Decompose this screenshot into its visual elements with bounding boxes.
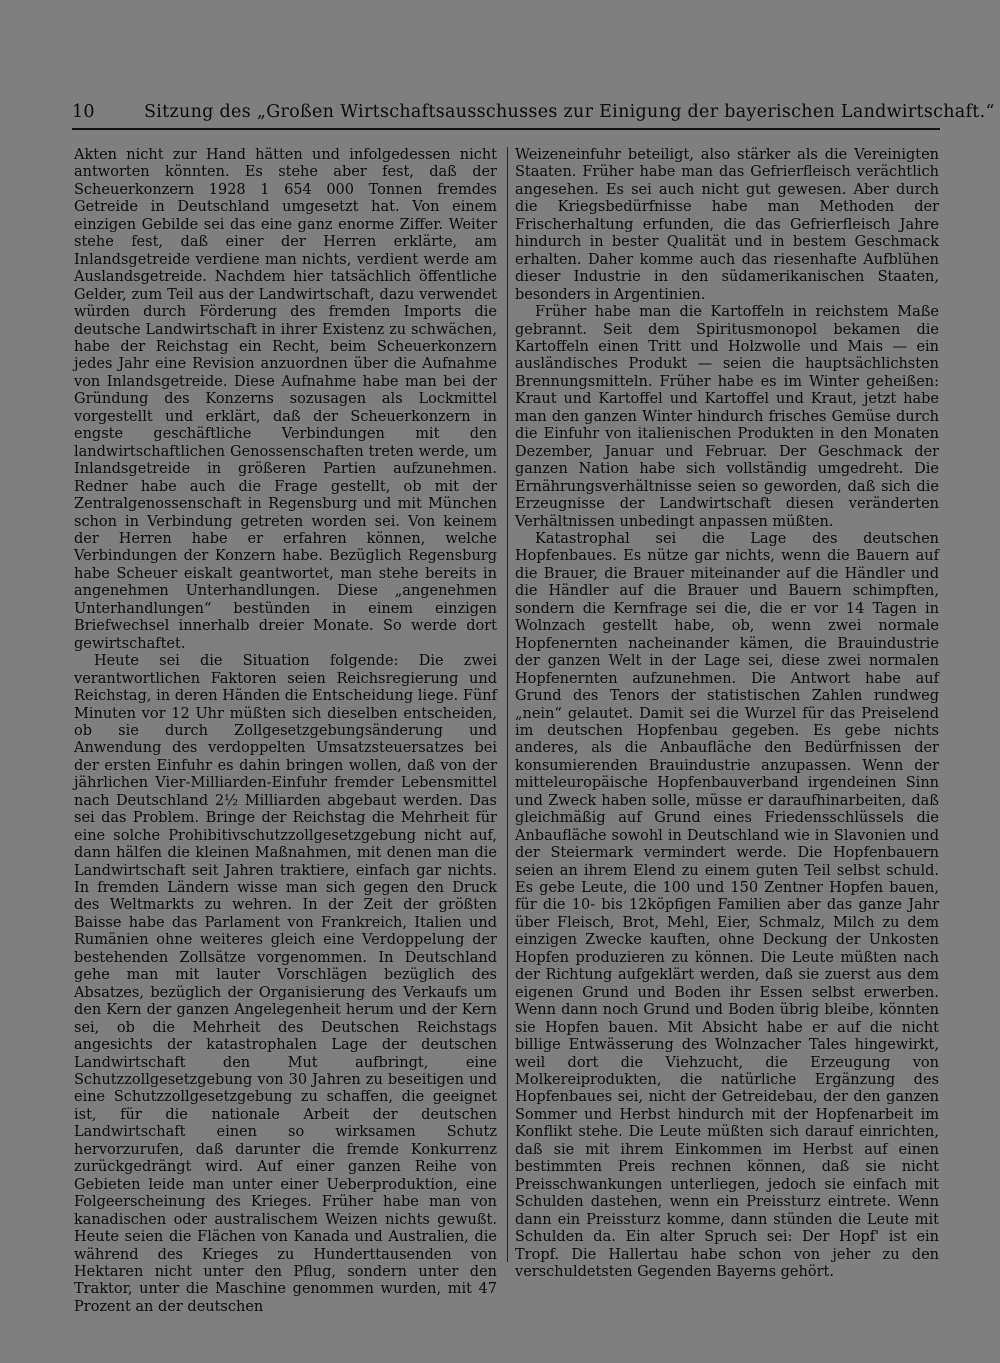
paragraph: Katastrophal sei die Lage des deutschen Hopfenbaues. Es nütze gar nichts, wenn die Bauern auf die Brauer, die Brauer miteinander auf die Händler und die Händler auf die Brauer und Bauern schimpften, sondern die Kernfrage sei die, die er vor 14 Tagen in Wolnzach gestellt habe, ob, wenn zwei normale Hopfenernten nacheinander kämen, die Brauindustrie der ganzen Welt in der Lage sei, diese zwei normalen Hopfenernten aufzunehmen. Die Antwort habe auf Grund des Tenors der statistischen Zahlen rundweg „nein“ gelautet. Damit sei die Wurzel für das Preiselend im deutschen Hopfenbau gegeben. Es gebe nichts anderes, als die Anbaufläche den Bedürfnissen der konsumierenden Brauindustrie anzupassen. Wenn der mitteleuropäische Hopfenbauverband irgendeinen Sinn und Zweck haben solle, müsse er daraufhinarbeiten, daß gleichmäßig auf Grund eines Friedensschlüssels die Anbaufläche sowohl in Deutschland wie in Slavonien und der Steiermark vermindert werde. Die Hopfenbauern seien an ihrem Elend zu einem guten Teil selbst schuld. Es gebe Leute, die 100 und 150 Zentner Hopfen bauen, für die 10- bis 12köpfigen Familien aber das ganze Jahr über Fleisch, Brot, Mehl, Eier, Schmalz, Milch zu dem einzigen Zwecke kauften, ohne Deckung der Unkosten Hopfen produzieren zu können. Die Leute müßten nach der Richtung aufgeklärt werden, daß sie zuerst aus dem eigenen Grund und Boden ihr Essen selbst erwerben. Wenn dann noch Grund und Boden übrig bleibe, könnten sie Hopfen bauen. Mit Absicht habe er auf die nicht billige Entwässerung des Wolnzacher Tales hingewirkt, weil dort die Viehzucht, die Erzeugung von Molkereiprodukten, die natürliche Ergänzung des Hopfenbaues sei, nicht der Getreidebau, der den ganzen Sommer und Herbst hindurch mit der Hopfenarbeit im Konflikt stehe. Die Leute müßten sich darauf einrichten, daß sie mit ihrem Einkommen im Herbst auf einen bestimmten Preis rechnen können, daß sie nicht Preisschwankungen unterliegen, jedoch sie einfach mit Schulden dastehen, wenn ein Preissturz eintrete. Wenn dann ein Preissturz komme, dann stünden die Leute mit Schulden da. Ein alter Spruch sei: Der Hopf' ist ein Tropf. Die Hallertau habe schon von jeher zu den verschuldetsten Gegenden Bayerns gehört. [515,530,939,1280]
paragraph: Weizeneinfuhr beteiligt, also stärker als die Vereinigten Staaten. Früher habe man das Gefrierfleisch verächtlich angesehen. Es sei auch nicht gut gewesen. Aber durch die Kriegsbedürfnisse habe man Methoden der Frischerhaltung erfunden, die das Gefrierfleisch Jahre hindurch in bester Qualität und in bestem Geschmack erhalten. Daher komme auch das riesenhafte Aufblühen dieser Industrie in den südamerikanischen Staaten, besonders in Argentinien. [515,147,939,303]
page-header [72,100,995,130]
header-rule [72,128,940,130]
column-divider [507,147,508,1262]
page-number: 10 [72,102,95,122]
paragraph: Heute sei die Situation folgende: Die zwei verantwortlichen Faktoren seien Reichsregierung und Reichstag, in deren Händen die Entscheidung liege. Fünf Minuten vor 12 Uhr müßten sich dieselben entscheiden, ob sie durch Zollgesetzgebungsänderung und Anwendung des verdoppelten Umsatzsteuersatzes bei der ersten Einfuhr es dahin bringen wollen, daß von der jährlichen Vier-Milliarden-Einfuhr fremder Lebensmittel nach Deutschland 2½ Milliarden abgebaut werden. Das sei das Problem. Bringe der Reichstag die Mehrheit für eine solche Prohibitivschutzzollgesetzgebung nicht auf, dann hälfen die kleinen Maßnahmen, mit denen man die Landwirtschaft seit Jahren traktiere, einfach gar nichts. In fremden Ländern wisse man sich gegen den Druck des Weltmarkts zu wehren. In der Zeit der größten Baisse habe das Parlament von Frankreich, Italien und Rumänien ohne weiteres gleich eine Verdoppelung der bestehenden Zollsätze vorgenommen. In Deutschland gehe man mit lauter Vorschlägen bezüglich des Absatzes, bezüglich der Organisierung des Verkaufs um den Kern der ganzen Angelegenheit herum und der Kern sei, ob die Mehrheit des Deutschen Reichstags angesichts der katastrophalen Lage der deutschen Landwirtschaft den Mut aufbringt, eine Schutzzollgesetzgebung von 30 Jahren zu beseitigen und eine Schutzzollgesetzgebung zu schaffen, die geeignet ist, für die nationale Arbeit der deutschen Landwirtschaft einen so wirksamen Schutz hervorzurufen, daß darunter die fremde Konkurrenz zurückgedrängt wird. Auf einer ganzen Reihe von Gebieten leide man unter einer Ueberproduktion, eine Folgeerscheinung des Krieges. Früher habe man von kanadischen oder australischem Weizen nichts gewußt. Heute seien die Flächen von Kanada und Australien, die während des Krieges zu Hunderttausenden von Hektaren nicht unter den Pflug, sondern unter den Traktor, unter die Maschine genommen wurden, mit 47 Prozent an der deutschen [74,653,497,1315]
paragraph: Akten nicht zur Hand hätten und infolgedessen nicht antworten könnten. Es stehe aber fest, daß der Scheuerkonzern 1928 1 654 000 Tonnen fremdes Getreide in Deutschland umgesetzt hat. Von einem einzigen Gebilde sei das eine ganz enorme Ziffer. Weiter stehe fest, daß einer der Herren erklärte, am Inlandsgetreide verdiene man nichts, verdient werde am Auslandsgetreide. Nachdem hier tatsächlich öffentliche Gelder, zum Teil aus der Landwirtschaft, dazu verwendet würden durch Förderung des fremden Imports die deutsche Landwirtschaft in ihrer Existenz zu schwächen, habe der Reichstag ein Recht, beim Scheuerkonzern jedes Jahr eine Revision anzuordnen über die Aufnahme von Inlandsgetreide. Diese Aufnahme habe man bei der Gründung des Konzerns sozusagen als Lockmittel vorgestellt und erklärt, daß der Scheuerkonzern in engste geschäftliche Verbindungen mit den landwirtschaftlichen Genossenschaften treten werde, um Inlandsgetreide in größeren Partien aufzunehmen. Redner habe auch die Frage gestellt, ob mit der Zentralgenossenschaft in Regensburg und mit München schon in Verbindung getreten worden sei. Von keinem der Herren habe er erfahren können, welche Verbindungen der Konzern habe. Bezüglich Regensburg habe Scheuer eiskalt geantwortet, man stehe bereits in angenehmen Unterhandlungen. Diese „angenehmen Unterhandlungen“ bestünden in einem einzigen Briefwechsel innerhalb dreier Monate. So werde dort gewirtschaftet. [74,147,497,652]
paragraph: Früher habe man die Kartoffeln in reichstem Maße gebrannt. Seit dem Spiritusmonopol bekamen die Kartoffeln einen Tritt und Holzwolle und Mais — ein ausländisches Produkt — seien die hauptsächlichsten Brennungsmitteln. Früher habe es im Winter geheißen: Kraut und Kartoffel und Kartoffel und Kraut, jetzt habe man den ganzen Winter hindurch frisches Gemüse durch die Einfuhr von italienischen Produkten in den Monaten Dezember, Januar und Februar. Der Geschmack der ganzen Nation habe sich vollständig umgedreht. Die Ernährungsverhältnisse seien so geworden, daß sich die Erzeugnisse der Landwirtschaft diesen veränderten Verhältnissen unbedingt anpassen müßten. [515,304,939,530]
right-column [515,147,939,1281]
left-column [74,147,497,1316]
running-title: Sitzung des „Großen Wirtschaftsausschusses zur Einigung der bayerischen Landwirtschaft.“ [144,102,995,122]
